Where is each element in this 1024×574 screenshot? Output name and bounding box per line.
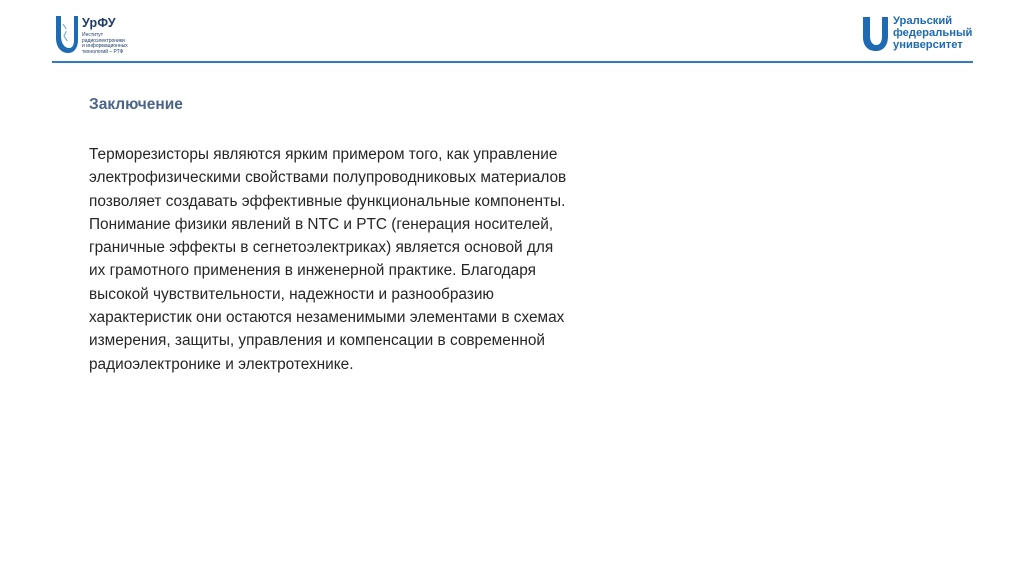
body-line: Терморезисторы являются ярким примером того, как управление (89, 146, 558, 163)
body-line: граничные эффекты в сегнетоэлектриках) является основой для (89, 239, 554, 257)
urfu-rtf-logo (55, 14, 175, 62)
slide-title: Заключение (89, 96, 183, 113)
logo-brand-text: УрФУ (82, 16, 116, 30)
body-line: их грамотного применения в инженерной практике. Благодаря (89, 262, 536, 280)
logo-subtitle: Институт радиоэлектроники и информационных технологий – РТФ (82, 32, 128, 55)
urfu-u-emblem-icon (55, 14, 79, 54)
body-line: Понимание физики явлений в NTC и PTC (генерация носителей, (89, 215, 554, 233)
body-line: радиоэлектронике и электротехнике. (89, 355, 354, 373)
ural-federal-university-logo (862, 14, 982, 54)
body-line: позволяет создавать эффективные функциональные компоненты. (89, 192, 566, 210)
body-line: электрофизическими свойствами полупроводниковых материалов (89, 169, 567, 187)
body-line: характеристик они остаются незаменимыми элементами в схемах (89, 309, 565, 327)
body-line: измерения, защиты, управления и компенсации в современной (89, 332, 545, 350)
body-line: высокой чувствительности, надежности и разнообразию (89, 285, 494, 303)
body-paragraph (89, 143, 729, 376)
university-name: Уральский федеральный университет (893, 15, 973, 51)
header-divider (52, 61, 973, 63)
urfu-u-logo-icon (862, 16, 889, 52)
